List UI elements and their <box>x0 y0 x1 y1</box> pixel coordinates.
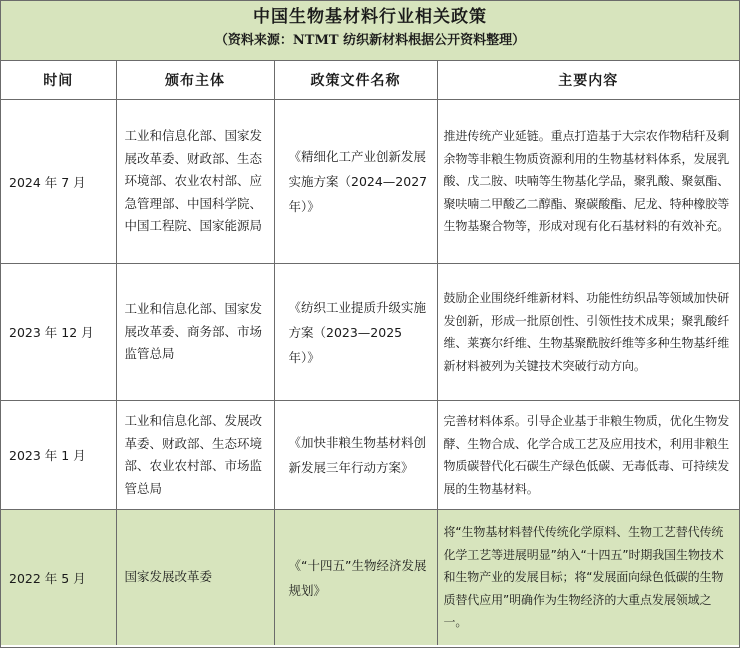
cell-content: 鼓励企业围绕纤维新材料、功能性纺织品等领域加快研发创新，形成一批原创性、引领性技术成果；聚乳酸纤维、莱赛尔纤维、生物基聚酰胺纤维等多种生物基纤维新材料被列为关键技术突破行动方向。 <box>437 264 739 401</box>
cell-issuer: 国家发展改革委 <box>116 510 274 646</box>
policy-table <box>1 61 739 645</box>
table-title: 中国生物基材料行业相关政策 <box>253 7 487 27</box>
table-row <box>1 401 739 510</box>
cell-content: 完善材料体系。引导企业基于非粮生物质，优化生物发酵、生物合成、化学合成工艺及应用技术，利用非粮生物质碳替代化石碳生产绿色低碳、无毒低毒、可持续发展的生物基材料。 <box>437 401 739 510</box>
table-row <box>1 510 739 646</box>
cell-issuer: 工业和信息化部、国家发展改革委、商务部、市场监管总局 <box>116 264 274 401</box>
column-header-document: 政策文件名称 <box>274 61 437 100</box>
table-subtitle: （资料来源：NTMT 纺织新材料根据公开资料整理） <box>214 33 526 48</box>
cell-document: 《精细化工产业创新发展实施方案（2024—2027 年）》 <box>274 100 437 264</box>
cell-date: 2024 年 7 月 <box>1 100 116 264</box>
cell-content: 推进传统产业延链。重点打造基于大宗农作物秸秆及剩余物等非粮生物质资源利用的生物基材料体系，发展乳酸、戊二胺、呋喃等生物基化学品，聚乳酸、聚氨酯、聚呋喃二甲酸乙二醇酯、聚碳酸酯、尼龙、特种橡胶等生物基聚合物等，形成对现有化石基材料的有效补充。 <box>437 100 739 264</box>
table-row <box>1 264 739 401</box>
cell-issuer: 工业和信息化部、发展改革委、财政部、生态环境部、农业农村部、市场监管总局 <box>116 401 274 510</box>
cell-content: 将“生物基材料替代传统化学原料、生物工艺替代传统化学工艺等进展明显”纳入“十四五”时期我国生物技术和生物产业的发展目标；将“发展面向绿色低碳的生物质替代应用”明确作为生物经济的大重点发展领域之一。 <box>437 510 739 646</box>
column-header-issuer: 颁布主体 <box>116 61 274 100</box>
column-header-content: 主要内容 <box>437 61 739 100</box>
cell-date: 2022 年 5 月 <box>1 510 116 646</box>
table-row <box>1 100 739 264</box>
header-row <box>1 61 739 100</box>
cell-issuer: 工业和信息化部、国家发展改革委、财政部、生态环境部、农业农村部、应急管理部、中国科学院、中国工程院、国家能源局 <box>116 100 274 264</box>
cell-document: 《加快非粮生物基材料创新发展三年行动方案》 <box>274 401 437 510</box>
cell-document: 《纺织工业提质升级实施方案（2023—2025 年）》 <box>274 264 437 401</box>
title-band <box>1 1 739 61</box>
cell-date: 2023 年 1 月 <box>1 401 116 510</box>
column-header-date: 时间 <box>1 61 116 100</box>
cell-document: 《“十四五”生物经济发展规划》 <box>274 510 437 646</box>
cell-date: 2023 年 12 月 <box>1 264 116 401</box>
